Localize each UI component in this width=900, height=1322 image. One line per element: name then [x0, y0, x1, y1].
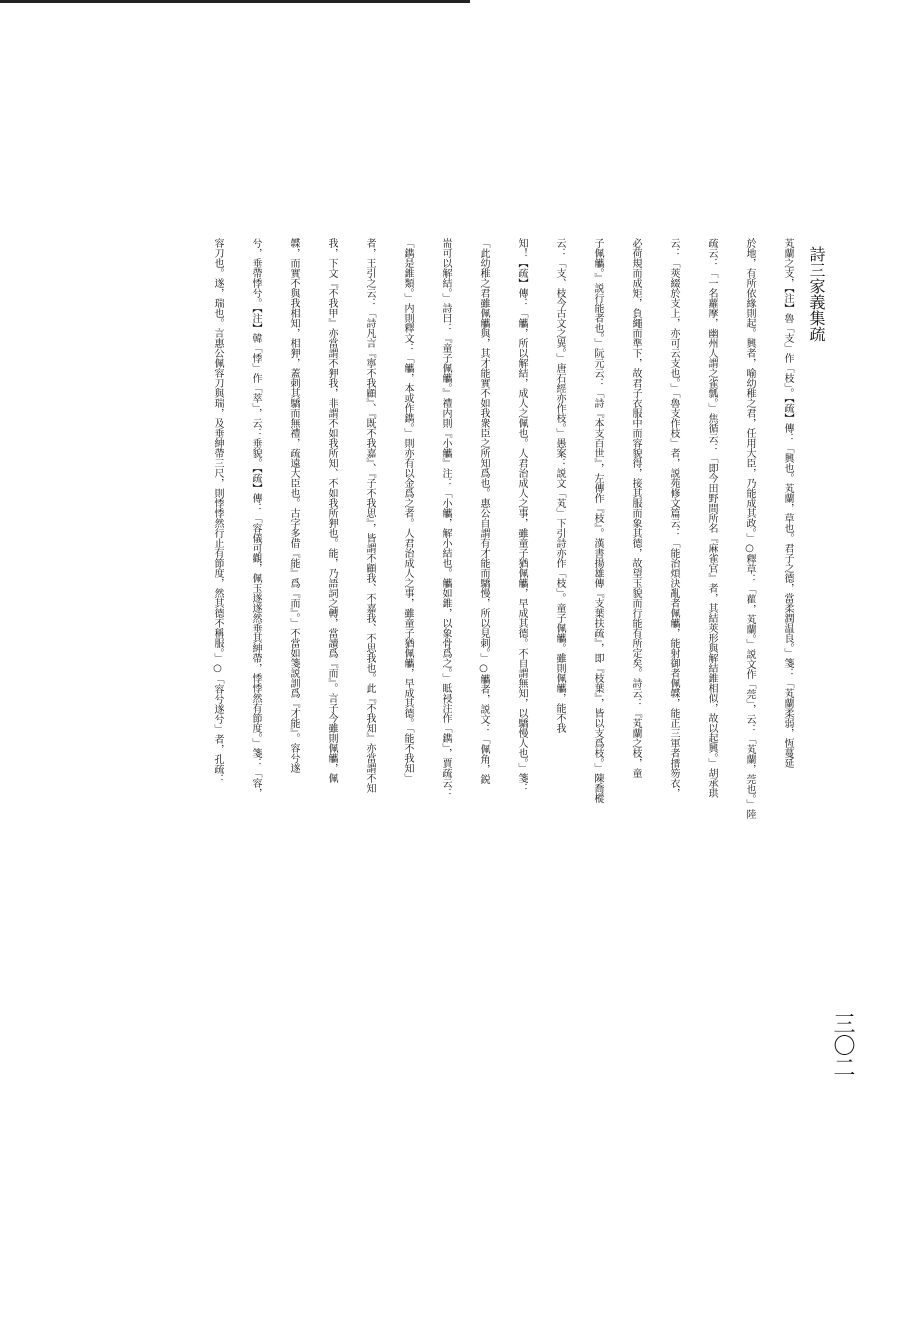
text-column-1: 芄蘭之支，【注】魯「支」作「枝」。【疏】傳：「興也。芄蘭，草也。君子之德，當柔潤温良。」箋：「芄蘭柔弱，恆蔓延 [782, 238, 793, 768]
text-column-10: 耑可以解結。」詩曰：『童子佩觿。』禮内則『小觿』注：「小觿，解小結也。觿如錐，以象骨爲之。」眡祲注作「鐫」，賈疏云： [440, 238, 451, 798]
text-column-9: 「此幼稚之君雖佩觿與，其才能實不如我衆臣之所知爲也。惠公自謂有才能而驕慢，所以見刺。」○觿者，説文：「佩角，鋭 [478, 238, 489, 784]
text-column-3: 疏云：「一名蘿摩，幽州人謂之雀瓢。」焦循云：「即今田野間所名『麻雀官』者，其結莢形與解結錐相似，故以起興。」胡承珙 [706, 238, 717, 798]
text-column-2: 於地，有所依緣則起。興者，喻幼稚之君，任用大臣，乃能成其政。」○釋草：「雚，芄蘭。」説文作「莞」，云：「芄蘭，莞也。」陸 [744, 238, 755, 819]
text-column-15: 兮，垂帶悸兮。【注】韓「悸」作「萃」，云：垂貌。【疏】傳：「容儀可觀，佩玉遂遂然垂其紳帶，悸悸然有節度。」箋：「容， [250, 238, 261, 798]
page-number: 三〇二 [830, 1012, 855, 1078]
text-column-13: 我，下文『不我甲』亦當謂不狎我，非謂不如我所知、不如我所狎也。能，乃語詞之轉，當讀爲『而』。言子今雖則佩觿，佩 [326, 238, 337, 783]
text-column-6: 子佩觿。』説行能者也。」阮元云：「詩『本支百世』，左傳作『枝』。漢書揚雄傳『支葉扶疏』，即『枝葉』，皆以支爲枝。」陳喬樅 [592, 238, 603, 803]
book-title: 詩三家義集疏 [807, 246, 826, 342]
text-column-7: 云：「支、枝今古文之異。」唐石經亦作枝。」愚案：説文「芄」下引詩亦作「枝」。童子佩觿。雖則佩觿，能不我 [554, 238, 565, 733]
text-column-4: 云：「莢綴於支上，亦可云支也。」「魯支作枝」者，説苑修文篇云：「能治煩決亂者佩觿，能射御者佩韘，能正三軍者搢笏衣， [668, 238, 679, 798]
top-border-line [0, 0, 470, 3]
text-column-14: 韘，而實不與我相知，相狎，蓋刺其驕而無禮，疏遠大臣也。古字多借『能』爲『而』。」不當如箋説訓爲『才能』。容兮遂 [288, 238, 299, 773]
text-column-11: 「鐫是錐類。」内則釋文：「觿，本或作鐫。」則亦有以金爲之者。人君治成人之事，雖童子猶佩觿，早成其德。「能不我知」 [402, 238, 413, 783]
text-column-5: 必荷規而成矩，負繩而準下，故君子衣服中而容貌得，接其服而象其德，故望玉貌而行能有所定矣。詩云：『芄蘭之枝，童 [630, 238, 641, 778]
text-column-8: 知！【疏】傳：「觿，所以解結，成人之佩也。人君治成人之事，雖童子猶佩觿，早成其德。不自謂無知，以驕慢人也。」箋： [516, 238, 527, 793]
text-column-16: 容刀也。遂，瑞也。言惠公佩容刀與瑞，及垂紳帶三尺，則悸悸然行止有節度，然其德不稱服。」○「容兮遂兮」者，孔疏： [212, 238, 223, 784]
text-column-12: 者，王引之云：「詩凡言『寧不我顧』、『既不我嘉』、『子不我思』，皆謂不顧我、不嘉我、不思我也。此『不我知』亦當謂不知 [364, 238, 375, 793]
